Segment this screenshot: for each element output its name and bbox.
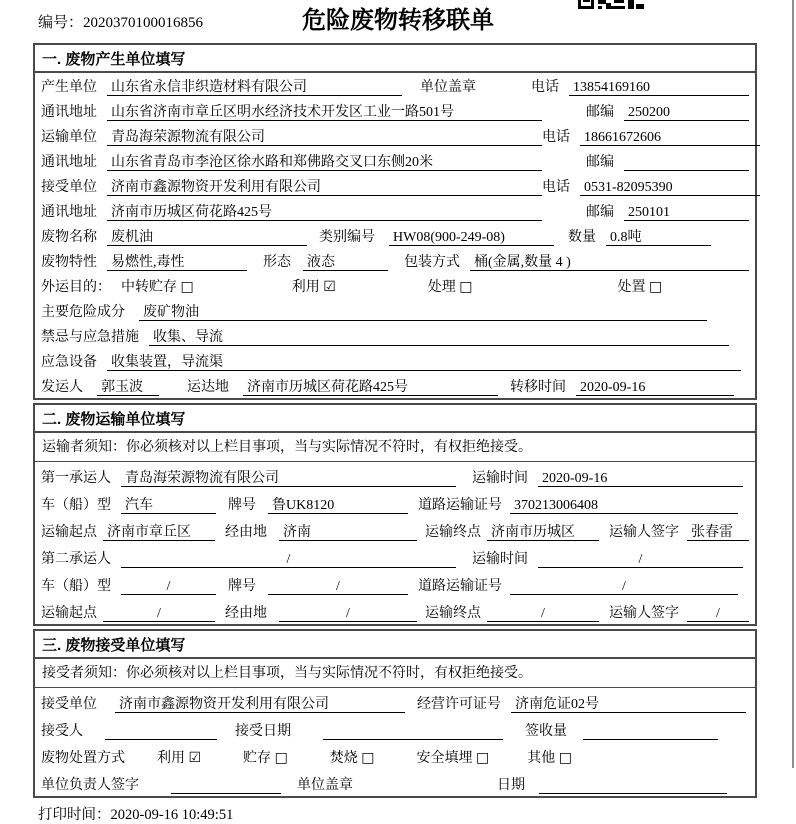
option-dispose [618,279,663,296]
section-transport [33,403,757,626]
sign-date-value [539,777,727,794]
first-road-permit-value: 370213006408 [510,497,738,514]
checkbox-incinerate: □ [361,750,375,766]
first-route-end-value: 济南市历城区 [487,524,599,541]
row-responsible-sign [35,769,755,796]
row-acceptor [35,715,755,742]
option-other [527,750,572,767]
option-landfill [417,750,490,767]
option-label: 安全填埋 [416,751,473,766]
receiver-zip-value: 250101 [624,204,749,221]
waste-name-value: 废机油 [107,229,307,246]
first-vehicle-type-value: 汽车 [121,497,216,514]
first-via-value: 济南 [279,524,417,541]
row-emergency-measures [35,323,755,348]
checkbox-disposal-utilize: ☑ [188,750,202,766]
option-label: 利用 [291,280,320,295]
accept-date-value [323,723,503,740]
transport-phone-value: 18661672606 [580,129,760,146]
field-label: 运输单位 [41,130,97,145]
field-label: 第一承运人 [41,471,111,486]
field-label: 外运目的： [41,280,111,295]
checkbox-dispose: □ [649,279,663,295]
section-receive-header: 三. 废物接受单位填写 [35,631,755,659]
zip-label: 邮编 [586,155,614,170]
destination-value: 济南市历城区荷花路425号 [243,379,498,396]
second-road-permit-value: / [510,578,738,595]
field-label: 运输起点 [41,606,97,621]
waste-pack-value: 桶(金属,数量 4 ) [470,254,749,271]
destination-label: 运达地 [187,380,229,395]
field-label: 禁忌与应急措施 [41,330,139,345]
checkbox-storage: □ [274,750,288,766]
field-label: 接受单位 [41,697,97,712]
first-transport-time-value: 2020-09-16 [538,470,743,487]
page-edge [792,0,794,768]
first-plate-value: 鲁UK8120 [268,497,408,514]
option-storage [243,750,288,767]
road-permit-label: 道路运输证号 [418,579,502,594]
row-receive-unit [35,688,755,715]
option-label: 处置 [617,280,646,295]
second-via-value: / [279,605,417,622]
receive-unit-value: 济南市鑫源物资开发利用有限公司 [115,696,405,713]
carrier-sign-label: 运输人签字 [609,606,679,621]
row-first-carrier [35,462,755,489]
print-time-label: 打印时间： [38,807,111,823]
page-title: 危险废物转移联单 [302,7,494,34]
field-label: 通讯地址 [41,205,97,220]
producer-phone-value: 13854169160 [569,79,749,96]
field-label: 通讯地址 [41,155,97,170]
transport-address-value: 山东省青岛市李沧区徐水路和郑佛路交叉口东侧20米 [107,154,542,171]
waste-code-value: HW08(900-249-08) [389,229,554,246]
row-receiver-unit [35,173,755,198]
dispatcher-value: 郭玉波 [97,379,159,396]
second-route-end-value: / [487,605,599,622]
checkbox-landfill: □ [476,750,490,766]
phone-label: 电话 [542,180,570,195]
document-header [0,0,796,40]
option-label: 中转贮存 [121,280,177,295]
second-carrier-value: / [121,551,456,568]
acceptor-value [105,723,217,740]
first-route-start-value: 济南市章丘区 [103,524,215,541]
producer-address-value: 山东省济南市章丘区明水经济技术开发区工业一路501号 [107,104,542,121]
receiver-phone-value: 0531-82095390 [580,179,760,196]
row-dispatcher [35,373,755,398]
zip-label: 邮编 [586,205,614,220]
field-label: 单位负责人签字 [41,778,139,793]
zip-label: 邮编 [586,105,614,120]
producer-unit-value: 山东省永信非织造材料有限公司 [107,79,402,96]
row-first-route [35,516,755,543]
field-label: 废物特性 [41,255,97,270]
row-waste-character [35,248,755,273]
date-label: 日期 [497,778,525,793]
receiver-address-value: 济南市历城区荷花路425号 [107,204,542,221]
license-value: 济南危证02号 [511,696,746,713]
transfer-time-label: 转移时间 [510,380,566,395]
row-transfer-purpose [35,273,755,298]
print-time-value: 2020-09-16 10:49:51 [110,807,234,823]
first-carrier-value: 青岛海荣源物流有限公司 [121,470,456,487]
checkbox-other: □ [558,750,572,766]
row-waste-name [35,223,755,248]
via-label: 经由地 [225,525,267,540]
field-label: 接受人 [41,724,83,739]
field-label: 发运人 [41,380,83,395]
option-label: 焚烧 [329,751,358,766]
accept-date-label: 接受日期 [235,724,291,739]
receiver-notice: 接受者须知：你必须核对以上栏目事项，当与实际情况不符时，有权拒绝接受。 [35,659,755,688]
carrier-sign-label: 运输人签字 [609,525,679,540]
via-label: 经由地 [225,606,267,621]
plate-label: 牌号 [228,579,256,594]
waste-qty-value: 0.8吨 [606,229,711,246]
phone-label: 电话 [531,80,559,95]
row-second-route [35,597,755,624]
serial-label: 编号： [38,15,84,31]
field-label: 运输起点 [41,525,97,540]
row-hazard-component [35,298,755,323]
transfer-time-value: 2020-09-16 [576,379,734,396]
section-producer [33,43,757,400]
waste-pack-label: 包装方式 [404,255,460,270]
unit-seal-label: 单位盖章 [297,778,353,793]
second-transport-time-value: / [538,551,743,568]
serial-number: 2020370100016856 [83,15,204,31]
field-label: 接受单位 [41,180,97,195]
section-receive [33,629,757,798]
transport-time-label: 运输时间 [472,471,528,486]
unit-seal-label: 单位盖章 [420,80,476,95]
transport-zip-value [624,154,749,171]
row-receiver-address [35,198,755,223]
option-label: 其他 [527,751,556,766]
print-time-line [38,803,796,824]
route-end-label: 运输终点 [425,525,481,540]
received-qty-value [583,723,718,740]
qr-code-fragment [578,0,648,10]
row-emergency-equipment [35,348,755,373]
row-producer-address [35,98,755,123]
field-label: 车（船）型 [41,498,111,513]
second-plate-value: / [268,578,408,595]
row-disposal-method [35,742,755,769]
manifest-form [33,43,757,798]
transport-time-label: 运输时间 [472,552,528,567]
option-label: 贮存 [243,751,272,766]
row-producer-unit [35,73,755,98]
field-label: 产生单位 [41,80,97,95]
receiver-unit-value: 济南市鑫源物资开发利用有限公司 [107,179,542,196]
option-transfer-storage [121,279,194,296]
waste-character-value: 易燃性,毒性 [107,254,247,271]
emergency-measures-value: 收集、导流 [149,329,729,346]
second-carrier-sign-value: / [687,605,749,622]
field-label: 第二承运人 [41,552,111,567]
first-carrier-sign-value: 张春雷 [687,524,749,541]
checkbox-utilize: ☑ [323,279,336,295]
field-label: 通讯地址 [41,105,97,120]
row-first-vehicle [35,489,755,516]
field-label: 主要危险成分 [41,305,125,320]
section-transport-header: 二. 废物运输单位填写 [35,405,755,433]
field-label: 废物处置方式 [41,751,125,766]
option-treat [428,279,473,296]
responsible-sign-value [171,777,281,794]
section-producer-header: 一. 废物产生单位填写 [35,45,755,73]
license-label: 经营许可证号 [417,697,501,712]
option-incinerate [330,750,375,767]
waste-form-value: 液态 [303,254,388,271]
option-label: 利用 [157,751,185,766]
second-vehicle-type-value: / [121,578,216,595]
transporter-notice: 运输者须知：你必须核对以上栏目事项，当与实际情况不符时，有权拒绝接受。 [35,433,755,462]
producer-zip-value: 250200 [624,104,749,121]
row-transport-unit [35,123,755,148]
hazard-component-value: 废矿物油 [139,304,707,321]
waste-qty-label: 数量 [568,230,596,245]
phone-label: 电话 [542,130,570,145]
row-second-carrier [35,543,755,570]
field-label: 废物名称 [41,230,97,245]
row-transport-address [35,148,755,173]
checkbox-transfer-storage: □ [180,279,194,295]
route-end-label: 运输终点 [425,606,481,621]
emergency-equipment-value: 收集装置，导流渠 [107,354,741,371]
waste-form-label: 形态 [263,255,291,270]
field-label: 车（船）型 [41,579,111,594]
received-qty-label: 签收量 [525,724,567,739]
option-utilize [292,279,336,296]
checkbox-treat: □ [459,279,473,295]
second-route-start-value: / [103,605,215,622]
waste-code-label: 类别编号 [319,230,375,245]
field-label: 应急设备 [41,355,97,370]
road-permit-label: 道路运输证号 [418,498,502,513]
option-disposal-utilize [157,750,201,767]
option-label: 处理 [427,280,456,295]
plate-label: 牌号 [228,498,256,513]
row-second-vehicle [35,570,755,597]
transport-unit-value: 青岛海荣源物流有限公司 [107,129,542,146]
